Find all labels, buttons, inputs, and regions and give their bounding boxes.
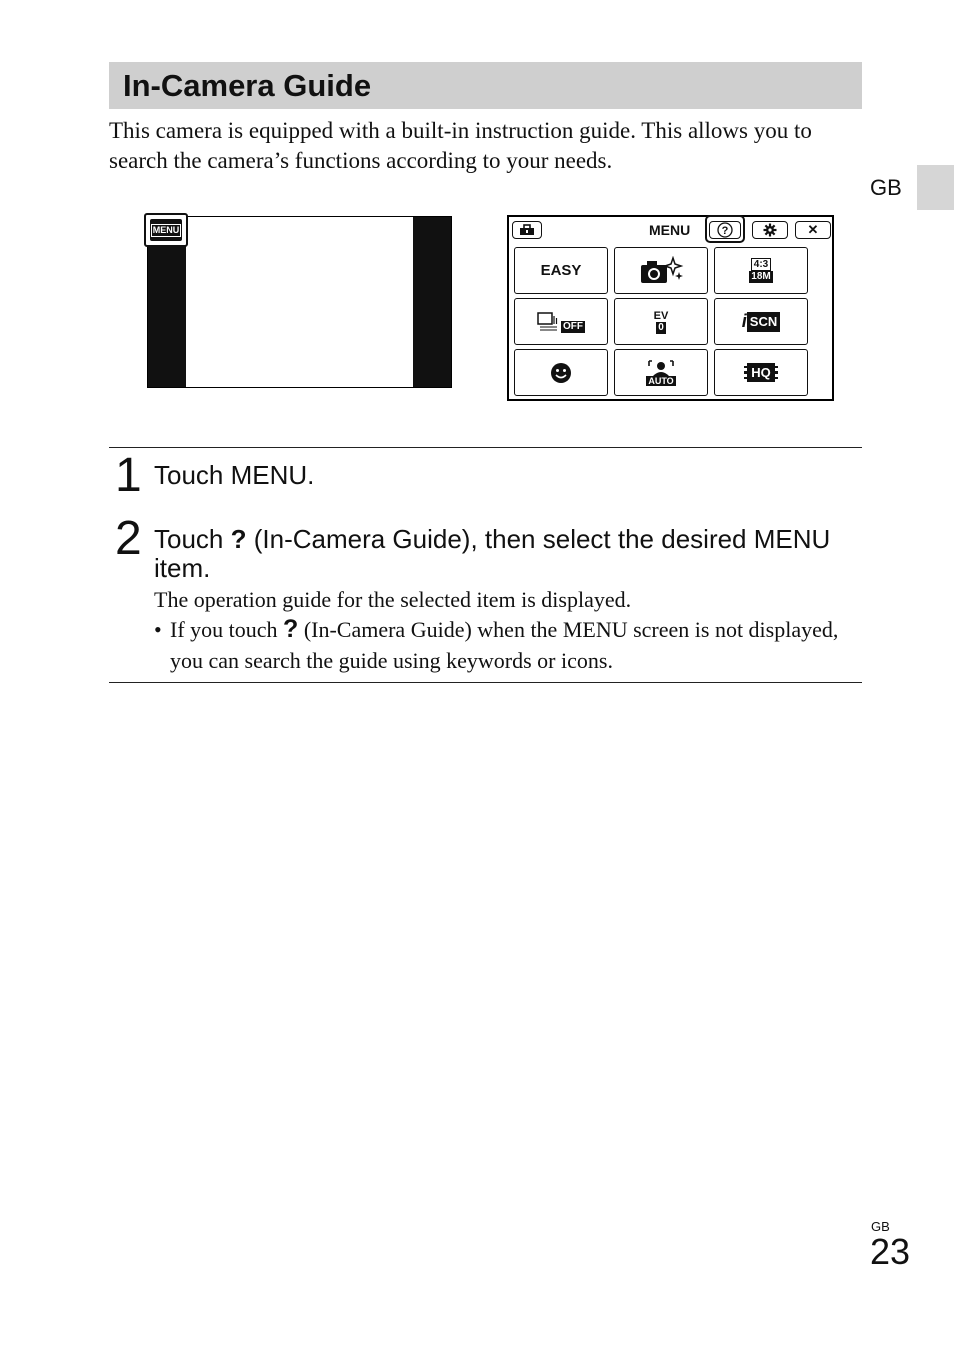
image-size-icon: [714, 247, 808, 294]
ev-label: EV: [653, 309, 669, 322]
bullet-marker: •: [154, 617, 162, 642]
screen-right-bar: [413, 217, 451, 387]
page-number: 23: [870, 1231, 911, 1272]
help-question-icon: ?: [283, 615, 299, 643]
step-2-text: Touch ? (In-Camera Guide), then select the desired MENU item.: [154, 524, 831, 583]
step-2-description: The operation guide for the selected item is displayed.: [154, 587, 632, 612]
face-detection-icon: [614, 349, 708, 396]
help-question-icon: ?: [230, 524, 247, 554]
step-2-number: 2: [115, 512, 142, 565]
camera-screen-illustration: [147, 216, 452, 388]
top-rule: [109, 447, 862, 448]
gear-icon: [752, 221, 788, 239]
drive-mode-icon: [514, 298, 608, 345]
intro-paragraph: This camera is equipped with a built-in instruction guide. This allows you to search the camera’s functions according to your needs.: [109, 118, 812, 173]
scn-label: SCN: [747, 312, 780, 332]
bottom-rule: [109, 682, 862, 683]
menu-icon: MENU: [150, 219, 182, 241]
side-tab-marker: [917, 165, 954, 210]
page-language-label: GB: [871, 1219, 890, 1234]
menu-label: MENU: [649, 222, 691, 238]
help-icon: [709, 221, 741, 239]
scene-selection-icon: i SCN: [714, 298, 808, 345]
toolbox-icon: [512, 221, 542, 239]
note-bullet: [154, 614, 854, 676]
drive-off-label: OFF: [563, 320, 583, 332]
easy-label: EASY: [540, 262, 582, 279]
smile-icon: [514, 349, 608, 396]
step-1-text: Touch MENU.: [154, 460, 315, 490]
side-language-label: GB: [870, 175, 902, 200]
menu-button-illustration: [144, 213, 188, 247]
note-text: If you touch ? (In-Camera Guide) when the MENU screen is not displayed, you can search the guide using keywords or icons.: [170, 615, 839, 673]
close-icon: ✕: [795, 221, 831, 239]
easy-mode-cell: [514, 247, 608, 294]
camera-menu-illustration: [507, 215, 834, 401]
section-title: In-Camera Guide: [123, 68, 372, 103]
ev-value: 0: [658, 321, 664, 333]
section-header: [109, 62, 862, 109]
ev-icon: [614, 298, 708, 345]
step-1-number: 1: [115, 449, 142, 502]
svg-text:?: ?: [721, 225, 729, 237]
hq-label: HQ: [744, 363, 778, 382]
auto-label: AUTO: [648, 375, 674, 386]
aspect-ratio-label: 4:3: [751, 258, 771, 271]
camera-sparkle-icon: [614, 247, 708, 294]
image-size-label: 18M: [751, 271, 771, 282]
movie-quality-icon: [714, 349, 808, 396]
